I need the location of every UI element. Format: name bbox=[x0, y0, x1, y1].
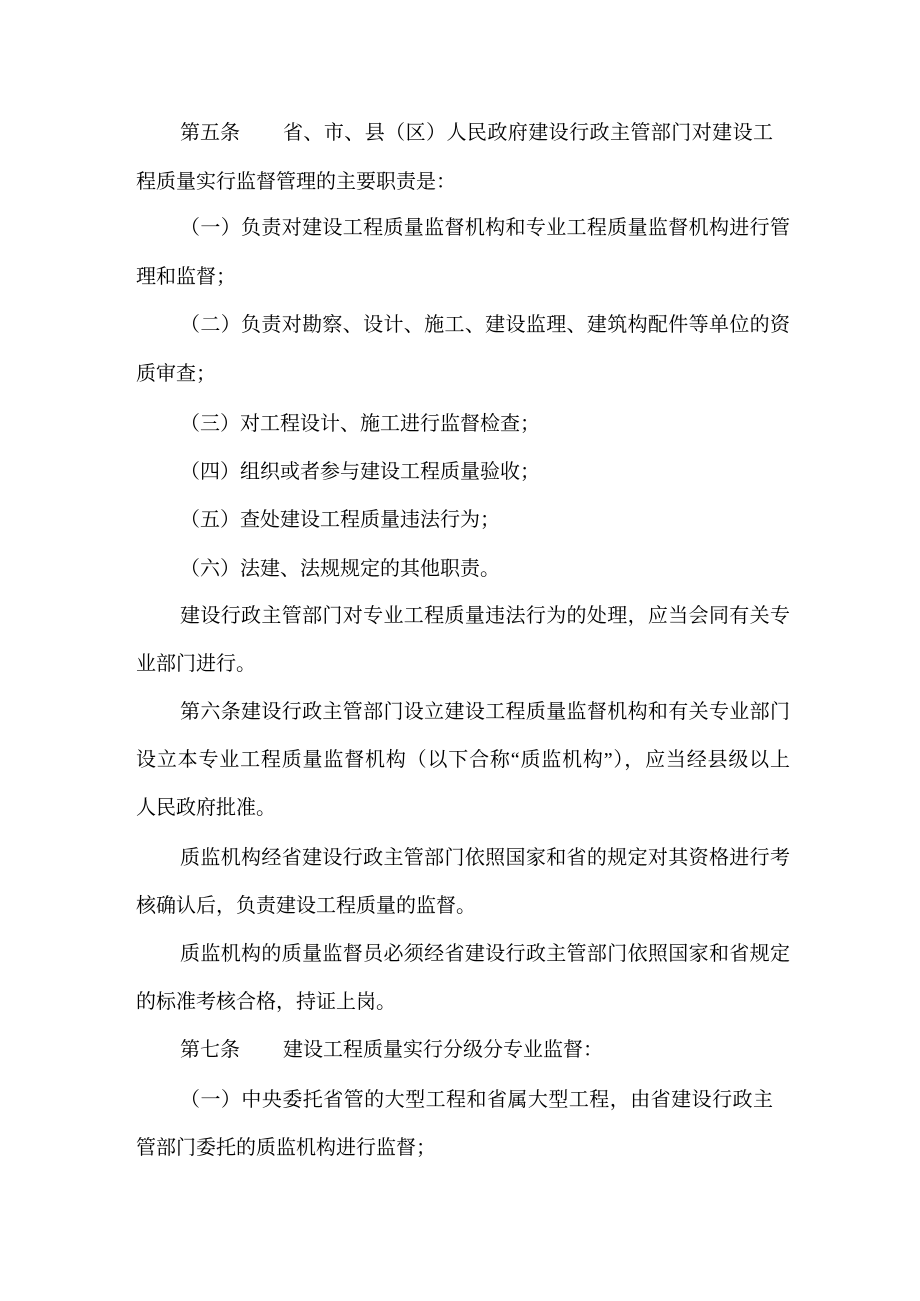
article-5-heading-continuation: 程质量实行监督管理的主要职责是： bbox=[136, 171, 456, 193]
article-6-para-2-line: 质监机构经省建设行政主管部门依照国家和省的规定对其资格进行考 bbox=[180, 847, 790, 869]
article-6-para-2-continuation: 核确认后，负责建设工程质量的监督。 bbox=[136, 895, 476, 917]
article-5-heading-text: 省、市、县（区）人民政府建设行政主管部门对建设工 bbox=[283, 122, 773, 144]
article-5-note-continuation: 业部门进行。 bbox=[136, 653, 256, 675]
article-7-heading-line bbox=[180, 1036, 603, 1064]
article-6-para-3-line: 质监机构的质量监督员必须经省建设行政主管部门依照国家和省规定 bbox=[180, 943, 790, 965]
article-5-item-1-continuation: 理和监督； bbox=[136, 266, 236, 288]
article-5-heading-line bbox=[180, 119, 790, 147]
article-6-heading-continuation-1: 设立本专业工程质量监督机构（以下合称“质监机构”），应当经县级以上 bbox=[136, 749, 790, 771]
article-5-label: 第五条 bbox=[180, 122, 240, 144]
article-5-item-2-line: （二）负责对勘察、设计、施工、建设监理、建筑构配件等单位的资 bbox=[180, 314, 790, 336]
article-7-heading-text: 建设工程质量实行分级分专业监督： bbox=[283, 1039, 603, 1061]
article-7-item-1-line: （一）中央委托省管的大型工程和省属大型工程，由省建设行政主 bbox=[180, 1089, 773, 1111]
article-5-item-4-line: （四）组织或者参与建设工程质量验收； bbox=[180, 461, 540, 483]
article-6-heading-line: 第六条建设行政主管部门设立建设工程质量监督机构和有关专业部门 bbox=[180, 701, 790, 723]
article-5-item-5-line: （五）查处建设工程质量违法行为； bbox=[180, 509, 500, 531]
article-5-item-6-line: （六）法建、法规规定的其他职责。 bbox=[180, 558, 500, 580]
article-7-label: 第七条 bbox=[180, 1039, 240, 1061]
article-6-para-3-continuation: 的标准考核合格，持证上岗。 bbox=[136, 991, 396, 1013]
article-6-heading-continuation-2: 人民政府批准。 bbox=[136, 797, 276, 819]
article-5-item-2-continuation: 质审查； bbox=[136, 363, 216, 385]
article-5-note-line: 建设行政主管部门对专业工程质量违法行为的处理，应当会同有关专 bbox=[180, 605, 790, 627]
article-5-item-1-line: （一）负责对建设工程质量监督机构和专业工程质量监督机构进行管 bbox=[180, 217, 790, 239]
article-7-item-1-continuation: 管部门委托的质监机构进行监督； bbox=[136, 1137, 436, 1159]
article-5-item-3-line: （三）对工程设计、施工进行监督检查； bbox=[180, 413, 540, 435]
